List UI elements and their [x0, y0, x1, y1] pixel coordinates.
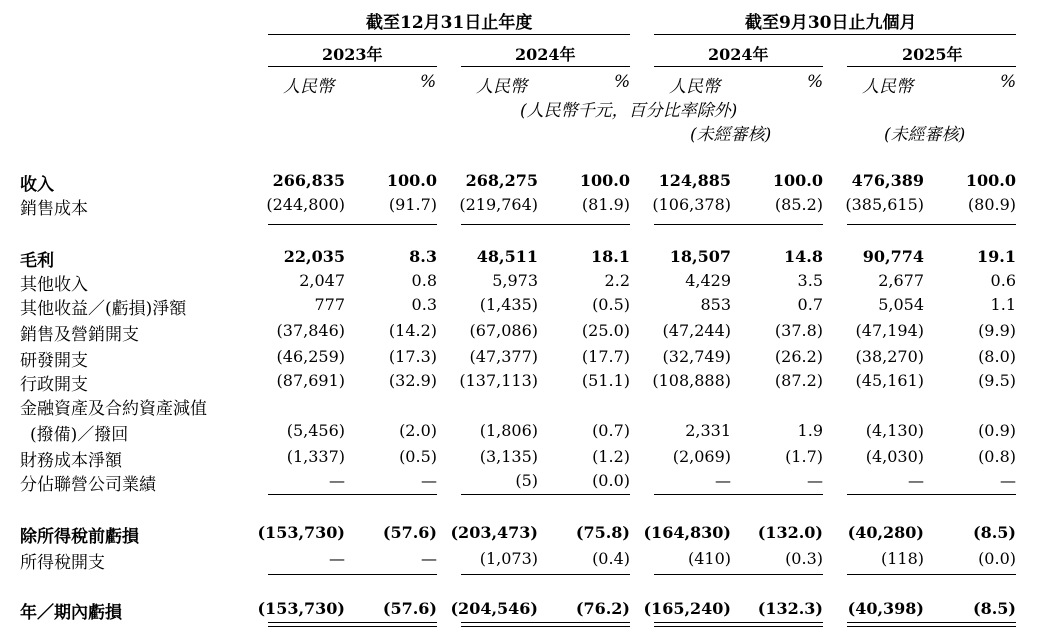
row-label: 分佔聯營公司業績 [20, 475, 156, 495]
row-label: 除所得稅前虧損 [20, 527, 139, 547]
percent-cell: (9.5) [978, 371, 1016, 390]
amount-cell: — [908, 471, 924, 490]
percent-cell: (75.8) [575, 523, 630, 542]
subtotal-rule [654, 574, 823, 575]
percent-cell: 0.8 [411, 271, 437, 290]
percent-cell: 2.2 [604, 271, 630, 290]
percent-cell: (0.0) [592, 471, 630, 490]
unaudited-note: (未經審核) [690, 125, 772, 145]
percent-label: % [420, 72, 437, 92]
percent-cell: 100.0 [965, 171, 1016, 190]
percent-cell: 1.9 [797, 421, 823, 440]
subtotal-rule [461, 574, 630, 575]
percent-cell: 0.3 [411, 295, 437, 314]
amount-cell: — [329, 549, 345, 568]
percent-cell: (14.2) [388, 321, 437, 340]
percent-label: % [1000, 72, 1017, 92]
percent-cell: (37.8) [774, 321, 823, 340]
amount-cell: (32,749) [662, 347, 731, 366]
amount-cell: (1,073) [479, 549, 538, 568]
amount-cell: (165,240) [643, 599, 731, 618]
percent-cell: (0.4) [592, 549, 630, 568]
row-label: 銷售及營銷開支 [20, 325, 139, 345]
amount-cell: 124,885 [658, 171, 731, 190]
percent-cell: 100.0 [386, 171, 437, 190]
percent-cell: — [807, 471, 823, 490]
amount-cell: (47,377) [469, 347, 538, 366]
percent-cell: (51.1) [581, 371, 630, 390]
percent-cell: (87.2) [774, 371, 823, 390]
currency-label: 人民幣 [283, 77, 334, 97]
amount-cell: (204,546) [450, 599, 538, 618]
percent-label: % [807, 72, 824, 92]
percent-cell: (0.5) [592, 295, 630, 314]
percent-cell: (8.5) [973, 599, 1016, 618]
percent-cell: 100.0 [772, 171, 823, 190]
amount-cell: 476,389 [851, 171, 924, 190]
amount-cell: 18,507 [669, 247, 731, 266]
unaudited-note: (未經審核) [884, 125, 966, 145]
amount-cell: (38,270) [855, 347, 924, 366]
percent-cell: (26.2) [774, 347, 823, 366]
percent-cell: (76.2) [575, 599, 630, 618]
amount-cell: (203,473) [450, 523, 538, 542]
amount-cell: (46,259) [276, 347, 345, 366]
percent-cell: 0.7 [797, 295, 823, 314]
percent-cell: 1.1 [990, 295, 1016, 314]
percent-cell: (57.6) [382, 523, 437, 542]
year-rule [654, 66, 823, 67]
header-group-nine-months: 截至9月30日止九個月 [745, 13, 917, 33]
row-label: 行政開支 [20, 375, 88, 395]
percent-cell: (132.0) [757, 523, 823, 542]
percent-cell: 0.6 [990, 271, 1016, 290]
row-label: 收入 [20, 175, 54, 195]
percent-cell: (0.9) [978, 421, 1016, 440]
header-group-year-ended: 截至12月31日止年度 [366, 13, 533, 33]
amount-cell: (45,161) [855, 371, 924, 390]
percent-cell: (1.2) [592, 447, 630, 466]
amount-cell: 2,331 [685, 421, 731, 440]
row-label: 其他收益／(虧損)淨額 [20, 299, 187, 319]
percent-cell: (2.0) [399, 421, 437, 440]
percent-cell: (0.8) [978, 447, 1016, 466]
amount-cell: (410) [687, 549, 731, 568]
percent-cell: (0.0) [978, 549, 1016, 568]
amount-cell: (2,069) [672, 447, 731, 466]
year-header: 2025年 [902, 45, 963, 64]
row-label: 研發開支 [20, 351, 88, 371]
row-label: 銷售成本 [20, 199, 88, 219]
percent-cell: (17.7) [581, 347, 630, 366]
amount-cell: (47,244) [662, 321, 731, 340]
amount-cell: 777 [314, 295, 345, 314]
year-header: 2024年 [708, 45, 769, 64]
percent-cell: (57.6) [382, 599, 437, 618]
percent-cell: (91.7) [388, 195, 437, 214]
percent-cell: (8.5) [973, 523, 1016, 542]
amount-cell: (108,888) [652, 371, 731, 390]
year-header: 2023年 [322, 45, 383, 64]
amount-cell: (137,113) [459, 371, 538, 390]
amount-cell: (40,280) [847, 523, 924, 542]
amount-cell: (87,691) [276, 371, 345, 390]
row-label: 金融資產及合約資產減值 [20, 399, 207, 419]
subtotal-rule [847, 574, 1016, 575]
percent-cell: (17.3) [388, 347, 437, 366]
row-label-continued: (撥備)／撥回 [30, 425, 129, 445]
amount-cell: (118) [880, 549, 924, 568]
amount-cell: (153,730) [257, 523, 345, 542]
percent-cell: (132.3) [757, 599, 823, 618]
amount-cell: (1,806) [479, 421, 538, 440]
row-label: 其他收入 [20, 275, 88, 295]
amount-cell: 4,429 [685, 271, 731, 290]
amount-cell: (67,086) [469, 321, 538, 340]
percent-cell: (1.7) [785, 447, 823, 466]
subtotal-rule [654, 494, 823, 495]
year-rule [268, 66, 437, 67]
amount-cell: (1,435) [479, 295, 538, 314]
double-underline [654, 622, 823, 627]
amount-cell: (106,378) [652, 195, 731, 214]
percent-cell: — [1000, 471, 1016, 490]
row-label: 毛利 [20, 251, 54, 271]
percent-cell: (80.9) [967, 195, 1016, 214]
double-underline [268, 622, 437, 627]
amount-cell: (4,130) [865, 421, 924, 440]
percent-cell: 19.1 [977, 247, 1016, 266]
currency-label: 人民幣 [862, 77, 913, 97]
header-rule [268, 34, 630, 35]
year-rule [461, 66, 630, 67]
subtotal-rule [268, 574, 437, 575]
percent-cell: — [421, 549, 437, 568]
amount-cell: 853 [700, 295, 731, 314]
amount-cell: — [329, 471, 345, 490]
year-rule [847, 66, 1016, 67]
row-label: 所得稅開支 [20, 553, 105, 573]
subtotal-rule [847, 494, 1016, 495]
subtotal-rule [268, 494, 437, 495]
amount-cell: (4,030) [865, 447, 924, 466]
percent-cell: 18.1 [591, 247, 630, 266]
year-header: 2024年 [515, 45, 576, 64]
currency-label: 人民幣 [476, 77, 527, 97]
percent-cell: (0.3) [785, 549, 823, 568]
amount-cell: (1,337) [286, 447, 345, 466]
amount-cell: 5,973 [492, 271, 538, 290]
percent-cell: 3.5 [797, 271, 823, 290]
amount-cell: 2,677 [878, 271, 924, 290]
amount-cell: (3,135) [479, 447, 538, 466]
amount-cell: — [715, 471, 731, 490]
double-underline [461, 622, 630, 627]
row-label: 財務成本淨額 [20, 451, 122, 471]
amount-cell: 90,774 [862, 247, 924, 266]
percent-cell: (0.7) [592, 421, 630, 440]
unit-note: (人民幣千元，百分比率除外) [520, 101, 738, 121]
amount-cell: (5) [515, 471, 538, 490]
amount-cell: (385,615) [845, 195, 924, 214]
percent-cell: (0.5) [399, 447, 437, 466]
header-rule [654, 34, 1016, 35]
subtotal-rule [461, 494, 630, 495]
amount-cell: 268,275 [465, 171, 538, 190]
percent-cell: (32.9) [388, 371, 437, 390]
percent-cell: 14.8 [784, 247, 823, 266]
percent-cell: 100.0 [579, 171, 630, 190]
amount-cell: 22,035 [283, 247, 345, 266]
amount-cell: (5,456) [286, 421, 345, 440]
percent-cell: (9.9) [978, 321, 1016, 340]
amount-cell: 266,835 [272, 171, 345, 190]
double-underline [847, 622, 1016, 627]
currency-label: 人民幣 [669, 77, 720, 97]
percent-cell: (8.0) [978, 347, 1016, 366]
amount-cell: (40,398) [847, 599, 924, 618]
amount-cell: (244,800) [266, 195, 345, 214]
amount-cell: (219,764) [459, 195, 538, 214]
amount-cell: 48,511 [476, 247, 538, 266]
amount-cell: 2,047 [299, 271, 345, 290]
amount-cell: (164,830) [643, 523, 731, 542]
percent-cell: 8.3 [409, 247, 437, 266]
percent-cell: (85.2) [774, 195, 823, 214]
row-label: 年／期內虧損 [20, 603, 122, 623]
amount-cell: 5,054 [878, 295, 924, 314]
amount-cell: (153,730) [257, 599, 345, 618]
percent-cell: (81.9) [581, 195, 630, 214]
percent-cell: (25.0) [581, 321, 630, 340]
amount-cell: (37,846) [276, 321, 345, 340]
percent-cell: — [421, 471, 437, 490]
percent-label: % [614, 72, 631, 92]
amount-cell: (47,194) [855, 321, 924, 340]
